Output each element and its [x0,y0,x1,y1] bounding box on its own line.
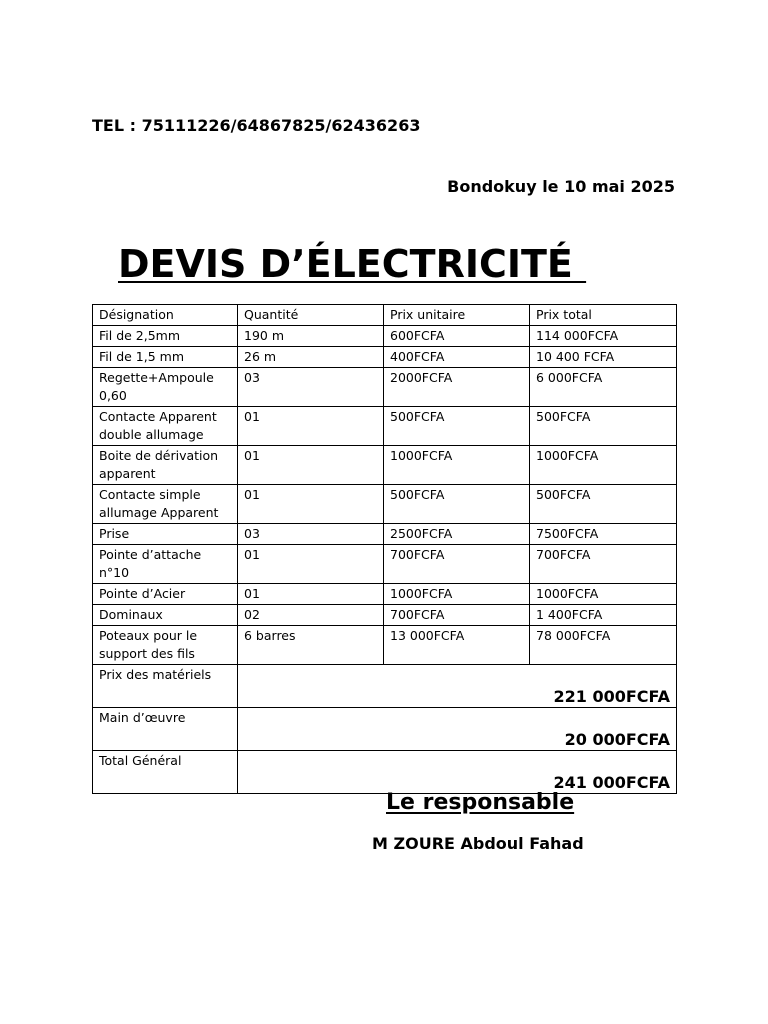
cell-designation: Prise [93,524,238,545]
cell-designation: Contacte Apparent double allumage [93,407,238,446]
labour-value: 20 000FCFA [238,708,677,751]
table-row [93,446,677,485]
materials-price-value: 221 000FCFA [238,665,677,708]
cell-designation: Fil de 2,5mm [93,326,238,347]
place-and-date: Bondokuy le 10 mai 2025 [447,177,675,196]
cell-total-price: 500FCFA [530,485,677,524]
cell-unit-price: 500FCFA [384,407,530,446]
cell-designation: Regette+Ampoule 0,60 [93,368,238,407]
cell-unit-price: 1000FCFA [384,584,530,605]
grand-total-value: 241 000FCFA [238,751,677,794]
table-row [93,584,677,605]
cell-quantity: 190 m [238,326,384,347]
cell-designation: Boite de dérivation apparent [93,446,238,485]
cell-designation: Pointe d’Acier [93,584,238,605]
table-row [93,605,677,626]
cell-unit-price: 400FCFA [384,347,530,368]
signature-title: Le responsable [386,790,575,815]
cell-quantity: 6 barres [238,626,384,665]
cell-quantity: 01 [238,545,384,584]
cell-quantity: 01 [238,485,384,524]
cell-unit-price: 2500FCFA [384,524,530,545]
cell-unit-price: 2000FCFA [384,368,530,407]
grand-total-row [93,751,677,794]
table-row [93,545,677,584]
table-row [93,626,677,665]
cell-quantity: 26 m [238,347,384,368]
cell-quantity: 02 [238,605,384,626]
table-row [93,407,677,446]
cell-total-price: 78 000FCFA [530,626,677,665]
labour-row [93,708,677,751]
phone-numbers: TEL : 75111226/64867825/62436263 [92,116,421,135]
materials-price-label: Prix des matériels [93,665,238,708]
table-row [93,326,677,347]
document-title: DEVIS D’ÉLECTRICITÉ [118,242,587,286]
cell-total-price: 114 000FCFA [530,326,677,347]
cell-total-price: 700FCFA [530,545,677,584]
table-row [93,485,677,524]
cell-unit-price: 700FCFA [384,545,530,584]
materials-price-row [93,665,677,708]
cell-designation: Pointe d’attache n°10 [93,545,238,584]
cell-designation: Fil de 1,5 mm [93,347,238,368]
cell-unit-price: 1000FCFA [384,446,530,485]
cell-total-price: 10 400 FCFA [530,347,677,368]
column-header-total-price: Prix total [530,305,677,326]
cell-designation: Dominaux [93,605,238,626]
cell-total-price: 500FCFA [530,407,677,446]
cell-total-price: 6 000FCFA [530,368,677,407]
grand-total-label: Total Général [93,751,238,794]
table-header-row [93,305,677,326]
cell-unit-price: 13 000FCFA [384,626,530,665]
signatory-name: M ZOURE Abdoul Fahad [372,834,584,853]
cell-total-price: 1000FCFA [530,584,677,605]
table-row [93,368,677,407]
cell-total-price: 1 400FCFA [530,605,677,626]
column-header-unit-price: Prix unitaire [384,305,530,326]
table-row [93,347,677,368]
cell-total-price: 7500FCFA [530,524,677,545]
column-header-designation: Désignation [93,305,238,326]
cell-unit-price: 700FCFA [384,605,530,626]
column-header-quantity: Quantité [238,305,384,326]
cell-designation: Contacte simple allumage Apparent [93,485,238,524]
cell-quantity: 01 [238,446,384,485]
cell-total-price: 1000FCFA [530,446,677,485]
quote-table [92,304,677,794]
cell-quantity: 03 [238,368,384,407]
labour-label: Main d’œuvre [93,708,238,751]
table-row [93,524,677,545]
cell-unit-price: 500FCFA [384,485,530,524]
cell-quantity: 03 [238,524,384,545]
cell-unit-price: 600FCFA [384,326,530,347]
cell-designation: Poteaux pour le support des fils [93,626,238,665]
cell-quantity: 01 [238,584,384,605]
cell-quantity: 01 [238,407,384,446]
